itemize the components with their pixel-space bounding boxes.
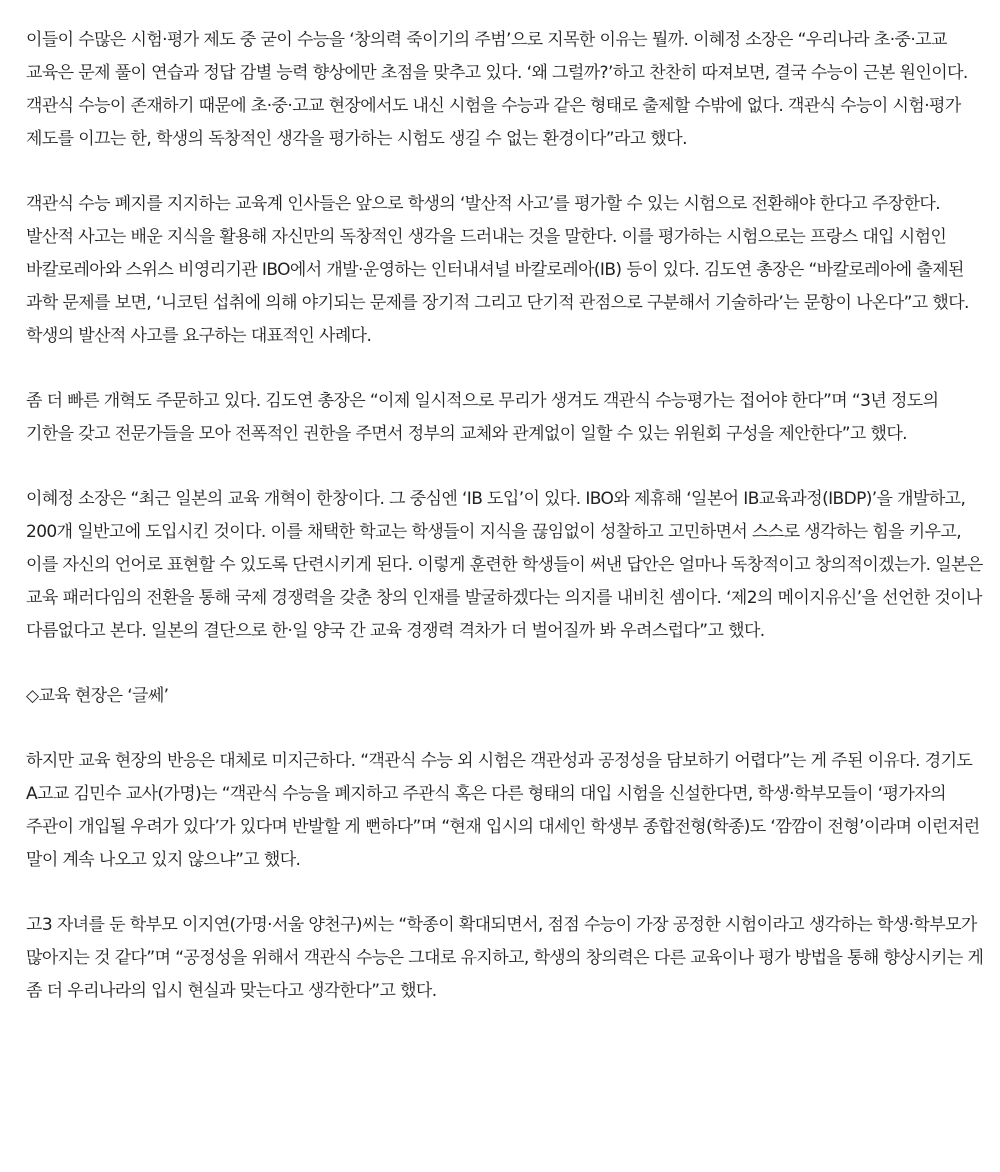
article-paragraph: 이혜정 소장은 “최근 일본의 교육 개혁이 한창이다. 그 중심엔 ‘IB 도입’이 있다. IBO와 제휴해 ‘일본어 IB교육과정(IBDP)’을 개발하고, 200개 일반고에 도입시킨 것이다. 이를 채택한 학교는 학생들이 지식을 끊임없이 성찰하고 고민하면서 스스로 생각하는 힘을 키우고, 이를 자신의 언어로 표현할 수 있도록 단련시키게 된다. 이렇게 훈련한 학생들이 써낸 답안은 얼마나 독창적이고 창의적이겠는가. 일본은 교육 패러다임의 전환을 통해 국제 경쟁력을 갖춘 창의 인재를 발굴하겠다는 의지를 내비친 셈이다. ‘제2의 메이지유신’을 선언한 것이나 다름없다고 본다. 일본의 결단으로 한·일 양국 간 교육 경쟁력 격차가 더 벌어질까 봐 우려스럽다”고 했다. — [26, 489, 983, 641]
article-paragraph: 좀 더 빠른 개혁도 주문하고 있다. 김도연 총장은 “이제 일시적으로 무리가 생겨도 객관식 수능평가는 접어야 한다”며 “3년 정도의 기한을 갖고 전문가들을 모아 전폭적인 권한을 주면서 정부의 교체와 관계없이 일할 수 있는 위원회 구성을 제안한다”고 했다. — [26, 391, 939, 444]
article-paragraph: 이들이 수많은 시험·평가 제도 중 굳이 수능을 ‘창의력 죽이기의 주범’으로 지목한 이유는 뭘까. 이혜정 소장은 “우리나라 초·중·고교 교육은 문제 풀이 연습과 정답 감별 능력 향상에만 초점을 맞추고 있다. ‘왜 그럴까?’하고 찬찬히 따져보면, 결국 수능이 근본 원인이다. 객관식 수능이 존재하기 때문에 초·중·고교 현장에서도 내신 시험을 수능과 같은 형태로 출제할 수밖에 없다. 객관식 수능이 시험·평가 제도를 이끄는 한, 학생의 독창적인 생각을 평가하는 시험도 생길 수 없는 환경이다”라고 했다. — [26, 30, 968, 149]
section-subheading: ◇교육 현장은 ‘글쎄’ — [26, 686, 169, 706]
article-paragraph: 하지만 교육 현장의 반응은 대체로 미지근하다. “객관식 수능 외 시험은 객관성과 공정성을 담보하기 어렵다”는 게 주된 이유다. 경기도 A고교 김민수 교사(가명)는 “객관식 수능을 폐지하고 주관식 혹은 다른 형태의 대입 시험을 신설한다면, 학생·학부모들이 ‘평가자의 주관이 개입될 우려가 있다’가 있다며 반발할 게 뻔하다”며 “현재 입시의 대세인 학생부 종합전형(학종)도 ‘깜깜이 전형’이라며 이런저런 말이 계속 나오고 있지 않으냐”고 했다. — [26, 751, 980, 870]
article-paragraph: 고3 자녀를 둔 학부모 이지연(가명·서울 양천구)씨는 “학종이 확대되면서, 점점 수능이 가장 공정한 시험이라고 생각하는 학생·학부모가 많아지는 것 같다”며 “공정성을 위해서 객관식 수능은 그대로 유지하고, 학생의 창의력은 다른 교육이나 평가 방법을 통해 향상시키는 게 좀 더 우리나라의 입시 현실과 맞는다고 생각한다”고 했다. — [26, 915, 984, 1001]
article-paragraph: 객관식 수능 폐지를 지지하는 교육계 인사들은 앞으로 학생의 ‘발산적 사고’를 평가할 수 있는 시험으로 전환해야 한다고 주장한다. 발산적 사고는 배운 지식을 활용해 자신만의 독창적인 생각을 드러내는 것을 말한다. 이를 평가하는 시험으로는 프랑스 대입 시험인 바칼로레아와 스위스 비영리기관 IBO에서 개발·운영하는 인터내셔널 바칼로레아(IB) 등이 있다. 김도연 총장은 “바칼로레아에 출제된 과학 문제를 보면, ‘니코틴 섭취에 의해 야기되는 문제를 장기적 그리고 단기적 관점으로 구분해서 기술하라’는 문항이 나온다”고 했다. 학생의 발산적 사고를 요구하는 대표적인 사례다. — [26, 194, 969, 346]
